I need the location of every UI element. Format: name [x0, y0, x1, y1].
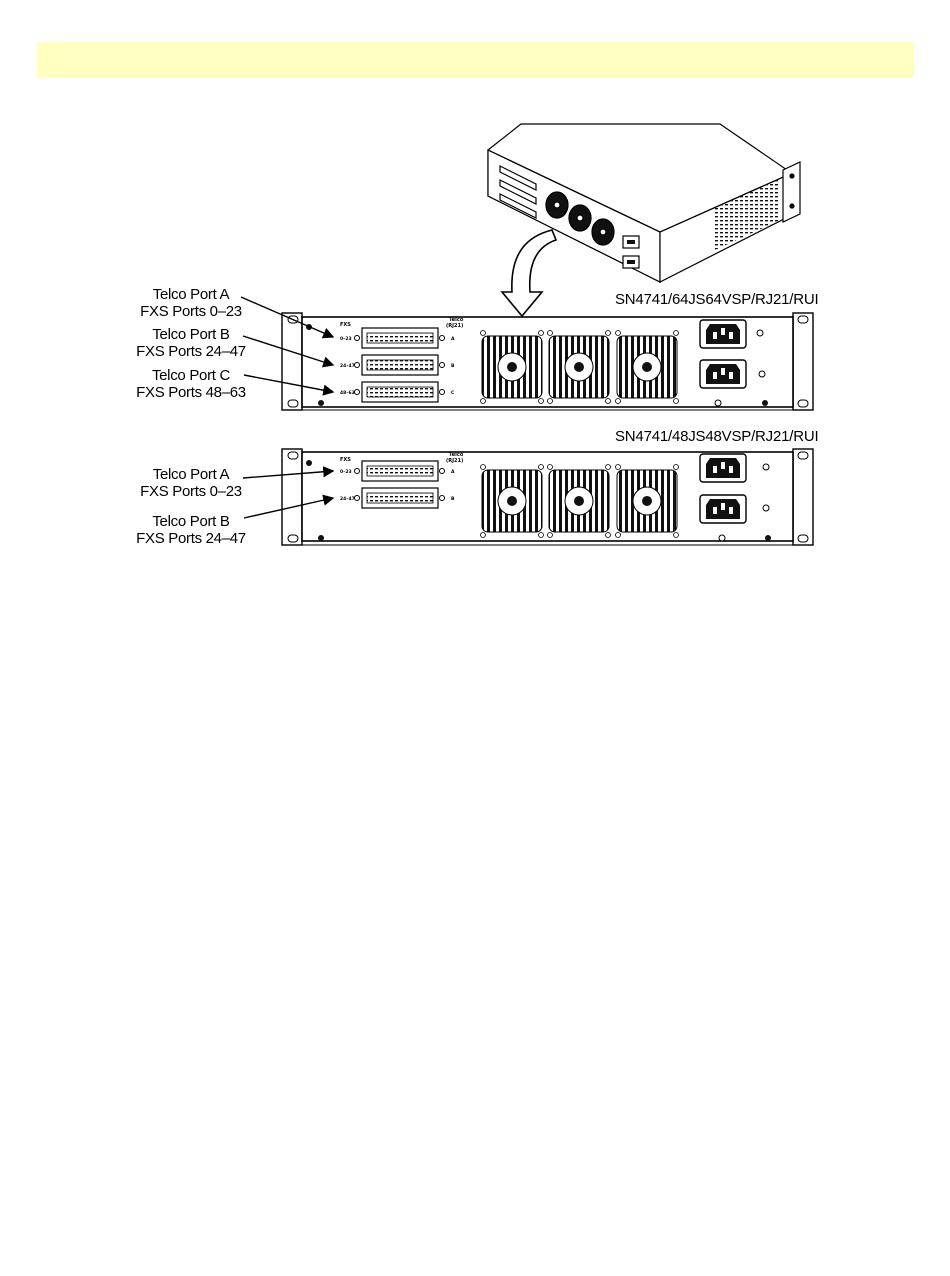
callout-bottom-port-a — [71, 466, 311, 500]
callout-ports: FXS Ports 48–63 — [136, 384, 246, 401]
top-model-label: SN4741/64JS64VSP/RJ21/RUI — [615, 291, 819, 308]
port-range-c: 48–63 — [340, 391, 355, 396]
callout-title: Telco Port B — [152, 326, 230, 343]
bottom-rear-panel — [282, 449, 813, 545]
port-range-a: 0–23 — [340, 337, 352, 342]
callout-top-port-c — [71, 367, 311, 401]
callout-ports: FXS Ports 0–23 — [140, 303, 242, 320]
power-inlet-1 — [700, 454, 746, 482]
top-rear-panel — [282, 313, 813, 410]
callout-top-port-b — [71, 326, 311, 360]
fan-grille-2 — [549, 470, 609, 532]
callout-ports: FXS Ports 24–47 — [136, 530, 246, 547]
telco-header-text: Telco — [449, 452, 464, 458]
port-range-a: 0–23 — [340, 470, 352, 475]
power-inlet-2 — [700, 495, 746, 523]
port-letter-a: A — [451, 337, 455, 342]
callout-ports: FXS Ports 0–23 — [140, 483, 242, 500]
fan-grille-3 — [617, 470, 677, 532]
port-letter-c: C — [451, 391, 455, 396]
power-inlet-1 — [700, 320, 746, 348]
port-range-b: 24–47 — [340, 364, 355, 369]
port-letter-a: A — [451, 470, 455, 475]
callout-ports: FXS Ports 24–47 — [136, 343, 246, 360]
hardware-figure — [0, 0, 950, 600]
fxs-header-text: FXS — [340, 322, 351, 328]
rj21-header-text: (RJ21) — [446, 458, 464, 464]
callout-title: Telco Port C — [151, 367, 231, 384]
bottom-model-label: SN4741/48JS48VSP/RJ21/RUI — [615, 428, 819, 445]
fxs-header-text: FXS — [340, 457, 351, 463]
callout-title: Telco Port B — [152, 513, 230, 530]
fan-grille-1 — [482, 336, 542, 398]
fan-grille-1 — [482, 470, 542, 532]
rj21-header-text: (RJ21) — [446, 323, 464, 329]
port-letter-b: B — [451, 497, 455, 502]
port-range-b: 24–47 — [340, 497, 355, 502]
callout-bottom-port-b — [71, 513, 311, 547]
telco-header-text: Telco — [449, 317, 464, 323]
callout-top-port-a — [71, 286, 311, 320]
power-inlet-2 — [700, 360, 746, 388]
callout-title: Telco Port A — [152, 466, 230, 483]
fan-grille-2 — [549, 336, 609, 398]
callout-title: Telco Port A — [152, 286, 230, 303]
fan-grille-3 — [617, 336, 677, 398]
zoom-arrow — [502, 230, 556, 316]
port-letter-b: B — [451, 364, 455, 369]
